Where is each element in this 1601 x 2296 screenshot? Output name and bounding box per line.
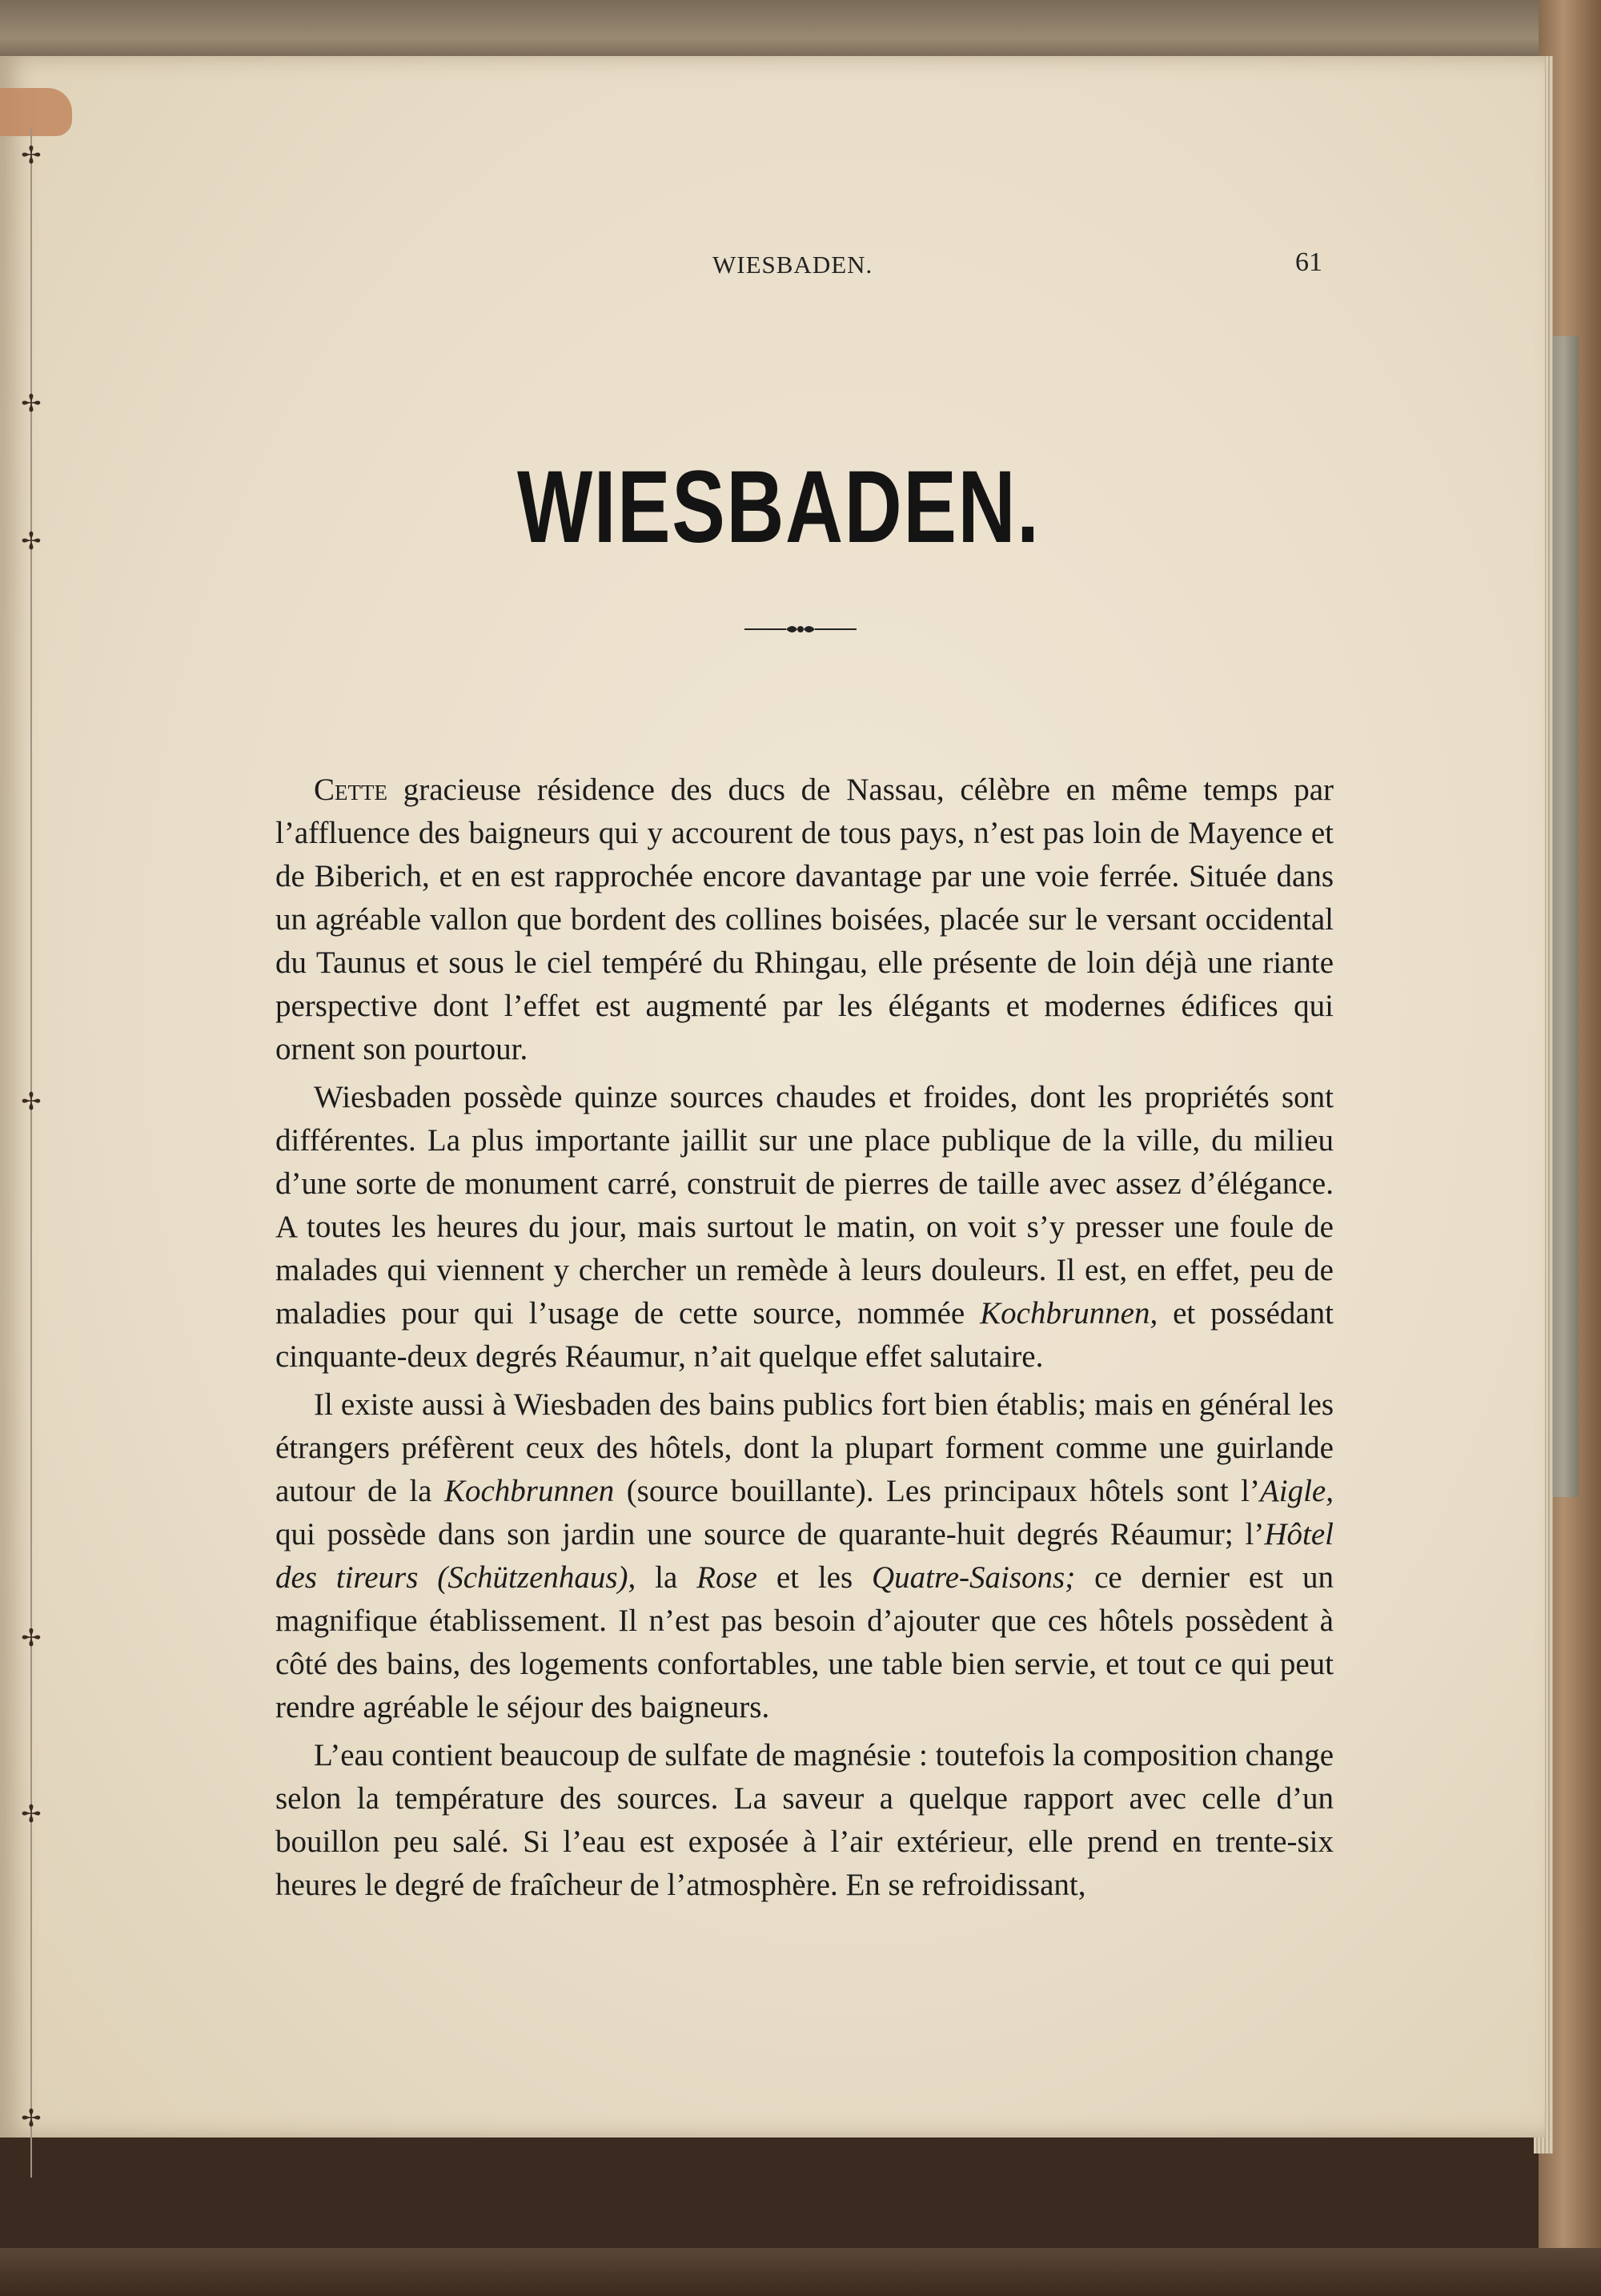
paragraph-3 [275,1383,1334,1729]
running-head [0,244,1545,284]
paragraph-text: Il existe aussi à Wiesbaden des bains publics fort bien établis; mais en général les étrangers préfèrent ceux des hôtels, dont la plupart forment comme une guirlande autour de la [275,1387,1334,1508]
drop-lead-word: Cette [314,773,387,807]
paragraph-text: L’eau contient beaucoup de sulfate de magnésie : toutefois la composition change selon la température des sources. La saveur a quelque rapport avec celle d’un bouillon peu salé. Si l’eau est exposée à l’air extérieur, elle prend en trente-six heures le degré de fraîcheur de l’atmosphère. En se refroidissant, [275,1738,1334,1902]
italic-term: Rose [696,1560,757,1595]
ornament-divider-icon [744,616,857,640]
book-cover-top-edge [0,0,1601,64]
stitch-mark-icon: ✢ [21,142,42,170]
italic-term: Aigle, [1259,1474,1334,1508]
stitch-mark-icon: ✢ [21,1624,42,1652]
italic-term: Quatre-Saisons; [872,1560,1076,1595]
stitch-mark-icon: ✢ [21,528,42,556]
stitch-mark-icon: ✢ [21,1800,42,1828]
paragraph-text: et les [756,1560,872,1595]
running-title: WIESBADEN. [712,251,873,279]
paragraph-text: et possédant cinquante-deux degrés Réaumur, n’ait quelque effet salutaire. [275,1296,1334,1374]
paragraph-text: Wiesbaden possède quinze sources chaudes et froides, dont les propriétés sont différentes. La plus importante jaillit sur une place publique de la ville, du milieu d’une sorte de monument carré, construit de pierres de taille avec assez d’élégance. A toutes les heures du jour, mais surtout le matin, on voit s’y presser une foule de malades qui viennent y chercher un remède à leurs douleurs. Il est, en effet, peu de maladies pour qui l’usage de cette source, nommée [275,1080,1334,1331]
italic-term: Hôtel des tireurs (Schützenhaus), [275,1517,1334,1595]
paragraph-text: qui possède dans son jardin une source de quarante-huit degrés Réaumur; l’ [275,1517,1265,1551]
stitch-mark-icon: ✢ [21,1088,42,1116]
paragraph-text: la [636,1560,697,1595]
paragraph-2 [275,1076,1334,1379]
book-cover-bottom-edge [0,2248,1601,2296]
body-text [275,769,1334,1907]
binding-tab [0,88,72,136]
paragraph-text: (source bouillante). Les principaux hôtels sont l’ [614,1474,1260,1508]
stitch-mark-icon: ✢ [21,2105,42,2133]
paragraph-4 [275,1734,1334,1907]
chapter-title: WIESBADEN. [516,450,1041,564]
italic-term: Kochbrunnen [443,1474,615,1508]
paragraph-text: ce dernier est un magnifique établissement. Il n’est pas besoin d’ajouter que ces hôtels possèdent à côté des bains, des logements confortables, une table bien servie, et tout ce qui peut rendre agréable le séjour des baigneurs. [275,1560,1334,1724]
italic-term: Kochbrunnen, [980,1296,1158,1331]
stitch-mark-icon: ✢ [21,390,42,418]
page-number: 61 [1295,247,1322,277]
paragraph-1 [275,769,1334,1071]
paragraph-text: gracieuse résidence des ducs de Nassau, célèbre en même temps par l’affluence des baigneurs qui y accourent de tous pays, n’est pas loin de Mayence et de Biberich, et en est rapprochée encore davantage par une voie ferrée. Située dans un agréable vallon que bordent des collines boisées, placée sur le versant occidental du Taunus et sous le ciel tempéré du Rhingau, elle présente de loin déjà une riante perspective dont l’effet est augmenté par les élégants et modernes édifices qui ornent son pourtour. [275,773,1334,1066]
sewing-line [30,128,32,2178]
